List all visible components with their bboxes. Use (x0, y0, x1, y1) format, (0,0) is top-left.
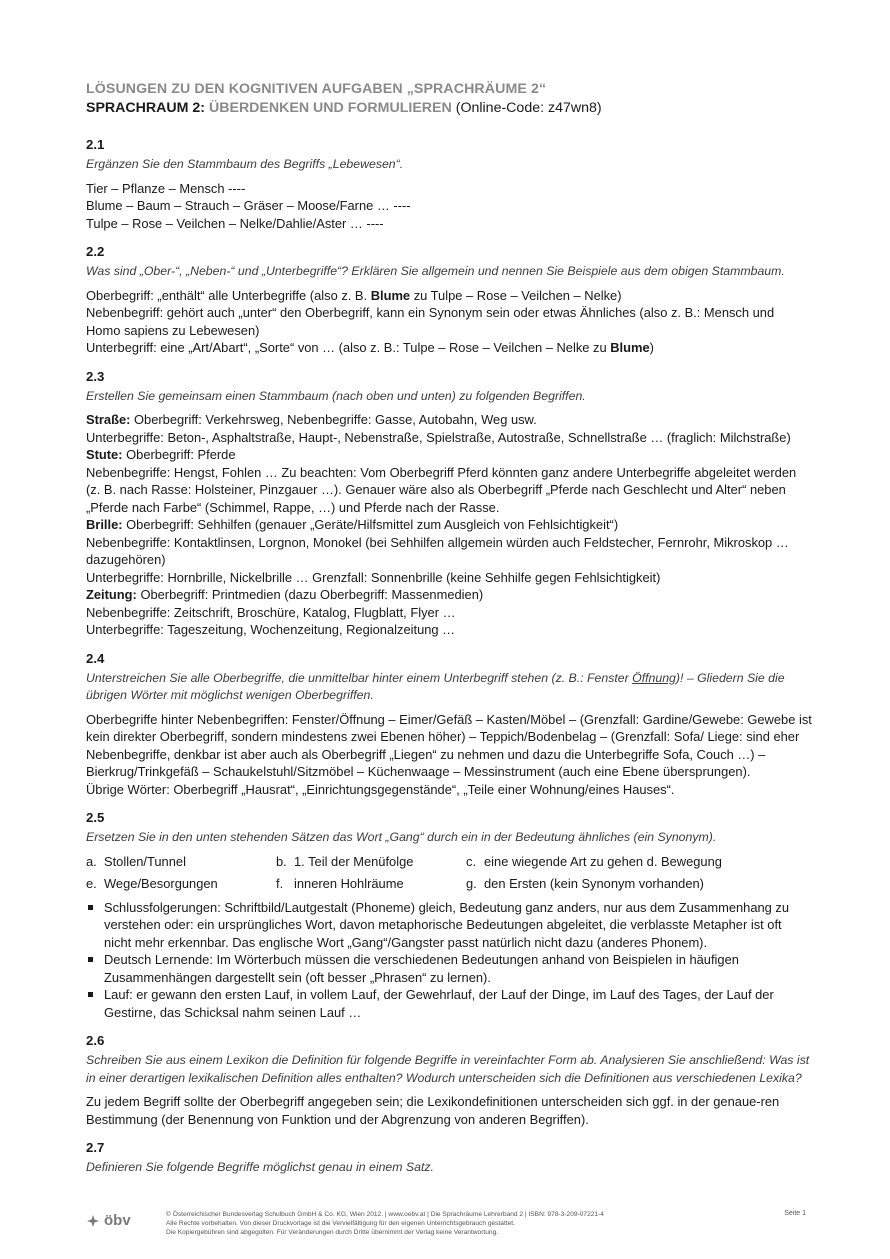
copyright-line: Alle Rechte vorbehalten. Von dieser Druckvorlage ist die Vervielfältigung für den eigenen Unterrichtsgebrauch gestattet. (166, 1220, 515, 1227)
text-run: Unterbegriff: eine „Art/Abart“, „Sorte“ von … (also z. B.: Tulpe – Rose – Veilchen – Nelke zu (86, 340, 607, 355)
section-number: 2.4 (86, 650, 105, 666)
task-text: Ergänzen Sie den Stammbaum des Begriffs „Lebewesen“. (86, 157, 404, 171)
task-text: Definieren Sie folgende Begriffe möglichst genau in einem Satz. (86, 1160, 434, 1174)
answer-line: Unterbegriffe: Hornbrille, Nickelbrille … Grenzfall: Sonnenbrille (keine Sehhilfe gegen Fehlsichtigkeit) (86, 569, 661, 585)
bullet-item: Schlussfolgerungen: Schriftbild/Lautgestalt (Phoneme) gleich, Bedeutung ganz anders, nur aus dem Zusammenhang zu verstehen oder: ein ursprüngliches Wort, davon metaphorische Bedeutungen abgeleitet, die verblasste Metapher ist oft nicht mehr erkennbar. Das englische Wort „Gang“/Gangster passt natürlich nicht dazu (anderes Phonem). (86, 899, 812, 952)
text-run: Oberbegriff: Verkehrsweg, Nebenbegriffe: Gasse, Autobahn, Weg usw. (134, 412, 537, 427)
answer-paragraph: Zu jedem Begriff sollte der Oberbegriff angegeben sein; die Lexikondefinitionen unterscheiden sich ggf. in der genaue-ren Bestimmung (der Benennung von Funktion und der Abgrenzung von anderen Begriffen). (86, 1094, 780, 1127)
text-run: Oberbegriff: Pferde (126, 447, 236, 462)
task-text: Erstellen Sie gemeinsam einen Stammbaum (nach oben und unten) zu folgenden Begriffen. (86, 388, 586, 403)
synonym-item (276, 875, 466, 893)
task-text: Schreiben Sie aus einem Lexikon die Definition für folgende Begriffe in vereinfachter Form ab. Analysieren Sie anschließend: Was ist in einer derartigen lexikalischen Definition alles enthalten? Wodurch unterscheiden sich die Definitionen aus verschiedenen Lexika? (86, 1053, 810, 1085)
text-run: zu Tulpe – Rose – Veilchen – Nelke) (413, 287, 622, 303)
copyright-line: © Österreichischer Bundesverlag Schulbuch GmbH & Co. KG, Wien 2012. | www.oebv.at | Die Sprachräume Lehrerband 2 | ISBN: 978-3-209-07221-4 (166, 1211, 604, 1218)
publisher-logo (86, 1212, 131, 1229)
answer-line: Nebenbegriffe: Kontaktlinsen, Lorgnon, Monokel (bei Sehhilfen allgemein würden auch Feldstecher, Fernrohr, Mikroskop … dazugehören) (86, 534, 789, 567)
copyright-line: Die Kopiergebühren sind abgegolten. Für Veränderungen durch Dritte übernimmt der Verlag keine Verantwortung. (166, 1229, 499, 1236)
answer-paragraph: Übrige Wörter: Oberbegriff „Hausrat“, „Einrichtungsgegenstände“, „Teile einer Wohnung/eines Hauses“. (86, 781, 675, 797)
answer-line (86, 446, 812, 464)
bold-term: Straße: (86, 412, 131, 427)
bold-term: Blume (370, 287, 411, 303)
text-run: )! – Gliedern Sie die übrigen Wörter mit möglichst wenigen Oberbegriffen. (86, 670, 785, 702)
subtitle-part-2: ÜBERDENKEN UND FORMULIEREN (208, 100, 452, 116)
item-letter: b. (276, 853, 287, 869)
answer-line (86, 516, 812, 534)
section-2-3 (86, 369, 812, 639)
section-number: 2.3 (86, 368, 105, 384)
copyright-notice (166, 1210, 726, 1237)
bullet-item: Deutsch Lernende: Im Wörterbuch müssen die verschiedenen Bedeutungen anhand von Beispielen in häufigen Zusammenhängen dargestellt sein (oft besser „Phrasen“ zu lernen). (86, 951, 812, 986)
item-letter: c. (466, 853, 477, 869)
task-text: Ersetzen Sie in den unten stehenden Sätzen das Wort „Gang“ durch ein in der Bedeutung ähnliches (ein Synonym). (86, 830, 717, 844)
bullet-item: Lauf: er gewann den ersten Lauf, in vollem Lauf, der Gewehrlauf, der Lauf der Dinge, im Lauf des Tages, der Lauf der Gestirne, das Schicksal nahm seinen Lauf … (86, 986, 812, 1021)
task-text: Was sind „Ober-“, „Neben-“ und „Unterbegriffe“? Erklären Sie allgemein und nennen Sie Beispiele aus dem obigen Stammbaum. (86, 264, 785, 278)
page-number: Seite 1 (784, 1210, 806, 1217)
item-letter: a. (86, 853, 97, 869)
answer-line (86, 586, 812, 604)
text-run: ) (649, 340, 654, 355)
online-code: (Online-Code: z47wn8) (455, 100, 602, 116)
publisher-logo-text: öbv (104, 1212, 131, 1229)
item-letter: f. (276, 876, 284, 891)
text-run: Oberbegriff: „enthält“ alle Unterbegriffe (also z. B. (86, 287, 368, 303)
synonym-item (466, 875, 812, 893)
bold-term: Blume (610, 340, 650, 355)
answer-paragraph: Oberbegriffe hinter Nebenbegriffen: Fenster/Öffnung – Eimer/Gefäß – Kasten/Möbel – (Grenzfall: Gardine/Gewebe: Gewebe ist kein direkter Oberbegriff, sondern mindestens zwei Ebenen höher) – Teppich/Bodenbelag – (Grenzfall: Sofa/ Liege: sind eher Nebenbegriffe, denkbar ist aber auch als Oberbegriff „Liegen“ zu nehmen und dazu die Unterbegriffe Sofa, Couch …) – Bierkrug/Trinkgefäß – Schaukelstuhl/Sitzmöbel – Küchenwaage – Messinstrument (auch eine Ebene übersprungen). (86, 711, 812, 779)
answer-line (86, 411, 812, 429)
item-text: eine wiegende Art zu gehen d. Bewegung (484, 853, 722, 869)
item-text: Wege/Besorgungen (104, 876, 218, 891)
bold-term: Brille: (86, 517, 123, 532)
section-number: 2.6 (86, 1033, 105, 1048)
section-2-1 (86, 137, 812, 232)
text-run: Unterstreichen Sie alle Oberbegriffe, die unmittelbar hinter einem Unterbegriff stehen (z. B.: Fenster (86, 670, 629, 685)
section-2-6 (86, 1033, 812, 1128)
answer-line: Nebenbegriffe: Hengst, Fohlen … Zu beachten: Vom Oberbegriff Pferd könnten ganz andere Unterbegriffe abgeleitet werden (z. B. nach Rasse: Holsteiner, Pinzgauer …). Genauer wäre also als Oberbegriff „Pferde nach Geschlecht und Alter“ neben „Pferde nach Farbe“ (Schimmel, Rappe, …) und Pferde nach der Rasse. (86, 464, 797, 515)
synonym-item (86, 853, 276, 871)
synonym-item (86, 875, 276, 893)
synonym-item (466, 853, 812, 871)
page-subtitle (86, 99, 812, 118)
section-2-4 (86, 651, 812, 799)
answer-line: Tulpe – Rose – Veilchen – Nelke/Dahlie/Aster … ---- (86, 215, 384, 231)
item-letter: g. (466, 876, 477, 891)
bold-term: Zeitung: (86, 587, 137, 602)
bold-term: Stute: (86, 447, 123, 462)
item-text: den Ersten (kein Synonym vorhanden) (484, 876, 704, 891)
answer-line (86, 339, 812, 357)
item-text: inneren Hohlräume (294, 876, 404, 891)
synonym-item (276, 853, 466, 871)
answer-line: Nebenbegriff: gehört auch „unter“ den Oberbegriff, kann ein Synonym sein oder etwas Ähnliches (also z. B.: Mensch und Homo sapiens zu Lebewesen) (86, 305, 775, 338)
section-2-2 (86, 244, 812, 357)
section-number: 2.7 (86, 1140, 105, 1155)
answer-line: Nebenbegriffe: Zeitschrift, Broschüre, Katalog, Flugblatt, Flyer … (86, 604, 456, 620)
text-run: Oberbegriff: Printmedien (dazu Oberbegriff: Massenmedien) (140, 587, 484, 602)
answer-line: Blume – Baum – Strauch – Gräser – Moose/Farne … ---- (86, 198, 411, 213)
section-number: 2.2 (86, 244, 105, 259)
underlined-example: Öffnung (632, 670, 676, 685)
page-content (86, 80, 812, 1189)
answer-line (86, 287, 812, 305)
text-run: Oberbegriff: Sehhilfen (genauer „Geräte/Hilfsmittel zum Ausgleich von Fehlsichtigkeit“) (126, 517, 619, 532)
publisher-logo-icon (86, 1214, 100, 1228)
item-letter: e. (86, 876, 97, 891)
item-text: Stollen/Tunnel (104, 853, 186, 869)
synonym-grid (86, 853, 812, 893)
section-2-5 (86, 810, 812, 1021)
section-number: 2.1 (86, 137, 105, 152)
answer-line: Unterbegriffe: Tageszeitung, Wochenzeitung, Regionalzeitung … (86, 622, 456, 637)
bullet-list (86, 899, 812, 1022)
answer-line: Unterbegriffe: Beton-, Asphaltstraße, Haupt-, Nebenstraße, Spielstraße, Autostraße, Schnellstraße … (fraglich: Milchstraße) (86, 429, 791, 445)
answer-line: Tier – Pflanze – Mensch ---- (86, 180, 246, 196)
page-title: LÖSUNGEN ZU DEN KOGNITIVEN AUFGABEN „SPRACHRÄUME 2“ (86, 81, 547, 97)
section-2-7 (86, 1140, 812, 1177)
section-number: 2.5 (86, 810, 105, 825)
subtitle-part-1: SPRACHRAUM 2: (86, 100, 206, 116)
item-text: 1. Teil der Menüfolge (294, 853, 414, 869)
task-text (86, 670, 812, 705)
